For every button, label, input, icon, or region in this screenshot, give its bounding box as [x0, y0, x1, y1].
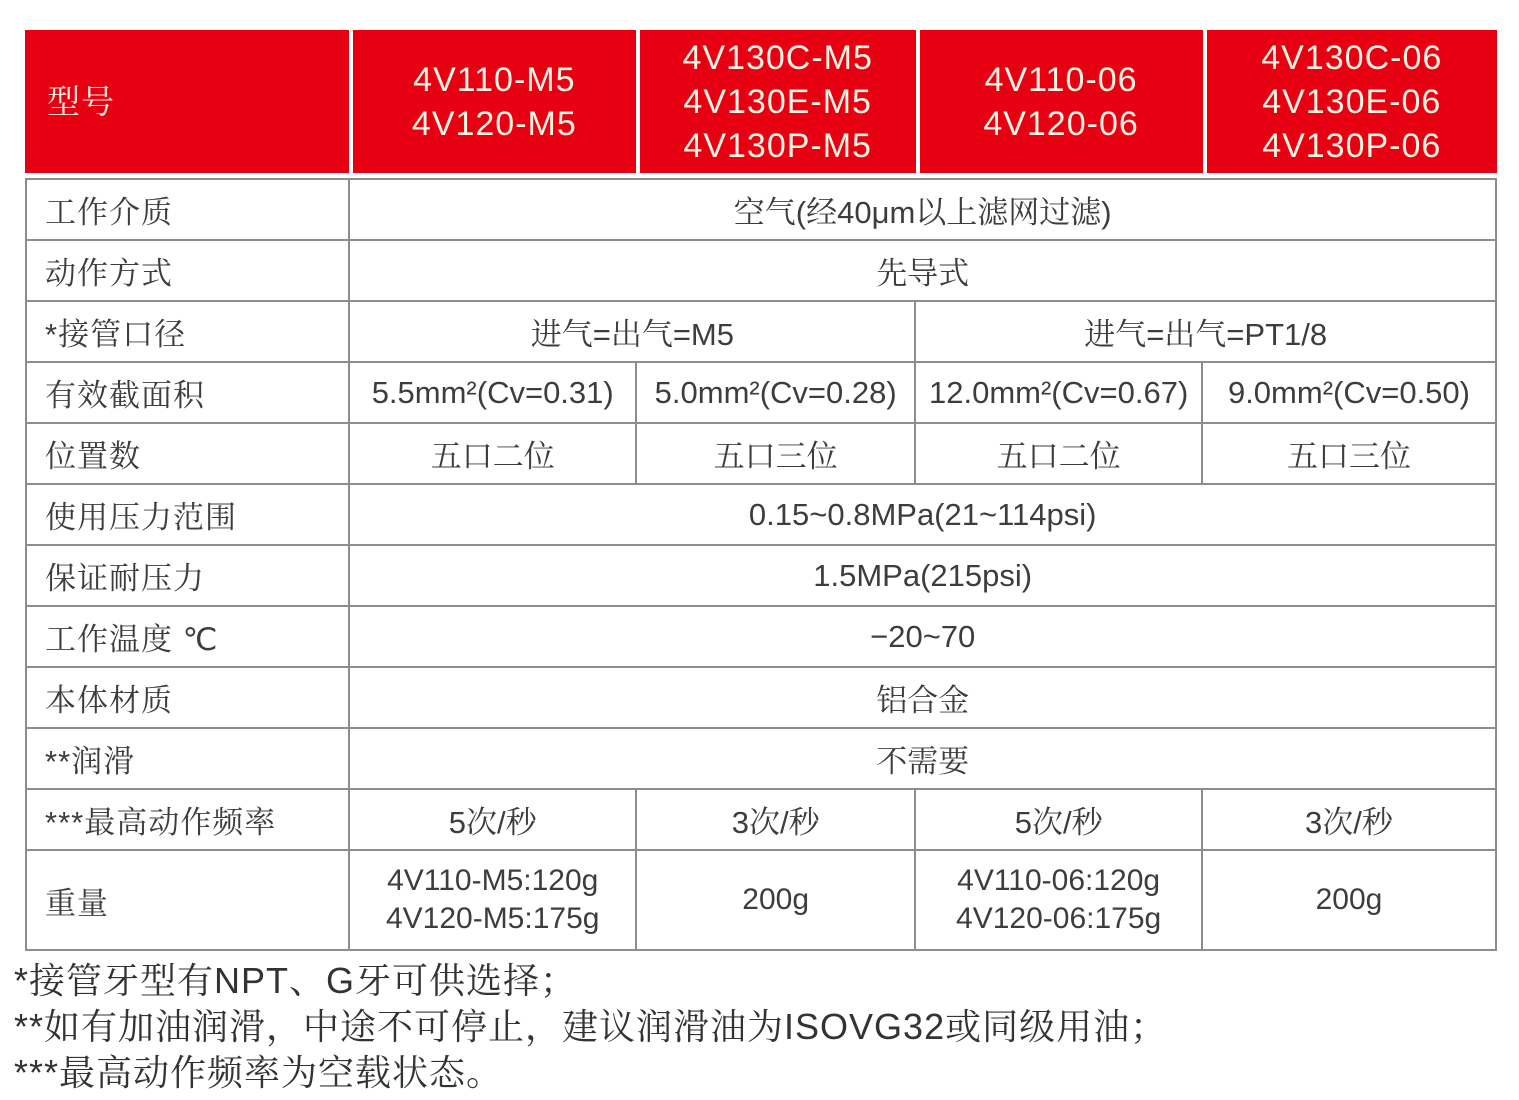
row-value: −20~70 — [349, 606, 1496, 667]
row-value: 五口三位 — [1202, 423, 1496, 484]
row-value: 12.0mm²(Cv=0.67) — [915, 362, 1202, 423]
footnote-line: ***最高动作频率为空载状态。 — [14, 1052, 504, 1093]
model-header-row — [25, 30, 1497, 173]
row-positions — [26, 423, 1496, 484]
row-value: 五口二位 — [349, 423, 636, 484]
weight-line: 4V120-M5:175g — [385, 902, 600, 935]
row-label: 动作方式 — [26, 240, 349, 301]
row-temperature — [26, 606, 1496, 667]
row-label: 保证耐压力 — [26, 545, 349, 606]
row-label: 有效截面积 — [26, 362, 349, 423]
model-number: 4V130C-M5 — [682, 38, 873, 77]
row-label: 重量 — [26, 850, 349, 950]
row-label: 本体材质 — [26, 667, 349, 728]
row-label: 位置数 — [26, 423, 349, 484]
row-value: 先导式 — [349, 240, 1496, 301]
row-value: 进气=出气=PT1/8 — [915, 301, 1496, 362]
weight-line: 4V110-M5:120g — [387, 864, 599, 897]
model-number: 4V130P-M5 — [683, 126, 872, 165]
row-value: 5.0mm²(Cv=0.28) — [636, 362, 915, 423]
model-number: 4V110-06 — [984, 60, 1138, 99]
row-port-size — [26, 301, 1496, 362]
row-label: **润滑 — [26, 728, 349, 789]
footnote-line: **如有加油润滑，中途不可停止，建议润滑油为ISOVG32或同级用油； — [14, 1006, 1168, 1047]
row-value: 3次/秒 — [1202, 789, 1496, 850]
row-label: 使用压力范围 — [26, 484, 349, 545]
row-label: ***最高动作频率 — [26, 789, 349, 850]
model-number: 4V110-M5 — [413, 60, 576, 99]
row-value: 五口二位 — [915, 423, 1202, 484]
model-header-col-3 — [916, 30, 1203, 173]
model-header-col-2 — [636, 30, 916, 173]
row-value: 5次/秒 — [915, 789, 1202, 850]
row-value — [915, 850, 1202, 950]
model-label-text: 型号 — [47, 82, 115, 120]
model-header-col-1 — [349, 30, 636, 173]
row-value: 空气(经40μm以上滤网过滤) — [349, 179, 1496, 240]
model-number: 4V120-06 — [983, 104, 1139, 143]
model-header-col-4 — [1203, 30, 1497, 173]
row-effective-area — [26, 362, 1496, 423]
row-pressure-range — [26, 484, 1496, 545]
model-number: 4V130E-M5 — [683, 82, 872, 121]
row-value: 0.15~0.8MPa(21~114psi) — [349, 484, 1496, 545]
row-value: 5.5mm²(Cv=0.31) — [349, 362, 636, 423]
row-actuation-type — [26, 240, 1496, 301]
model-number: 4V130E-06 — [1262, 82, 1442, 121]
footnotes — [14, 958, 1167, 1096]
row-label: *接管口径 — [26, 301, 349, 362]
row-max-frequency — [26, 789, 1496, 850]
row-weight — [26, 850, 1496, 950]
model-number: 4V130P-06 — [1262, 126, 1442, 165]
row-value — [349, 850, 636, 950]
row-value: 1.5MPa(215psi) — [349, 545, 1496, 606]
model-header-label — [25, 30, 349, 173]
row-proof-pressure — [26, 545, 1496, 606]
weight-line: 4V110-06:120g — [957, 864, 1161, 897]
row-label: 工作介质 — [26, 179, 349, 240]
row-value: 3次/秒 — [636, 789, 915, 850]
row-lubrication — [26, 728, 1496, 789]
weight-line: 4V120-06:175g — [956, 902, 1162, 935]
row-value: 五口三位 — [636, 423, 915, 484]
row-value: 铝合金 — [349, 667, 1496, 728]
model-number: 4V120-M5 — [411, 104, 577, 143]
row-value: 9.0mm²(Cv=0.50) — [1202, 362, 1496, 423]
row-value: 5次/秒 — [349, 789, 636, 850]
model-number: 4V130C-06 — [1261, 38, 1443, 77]
row-value: 200g — [636, 850, 915, 950]
row-value: 不需要 — [349, 728, 1496, 789]
spec-table-wrap — [25, 30, 1497, 951]
row-working-medium — [26, 179, 1496, 240]
row-body-material — [26, 667, 1496, 728]
spec-table — [25, 178, 1497, 951]
footnote-line: *接管牙型有NPT、G牙可供选择； — [14, 960, 578, 1001]
row-value: 200g — [1202, 850, 1496, 950]
row-value: 进气=出气=M5 — [349, 301, 915, 362]
row-label: 工作温度 ℃ — [26, 606, 349, 667]
